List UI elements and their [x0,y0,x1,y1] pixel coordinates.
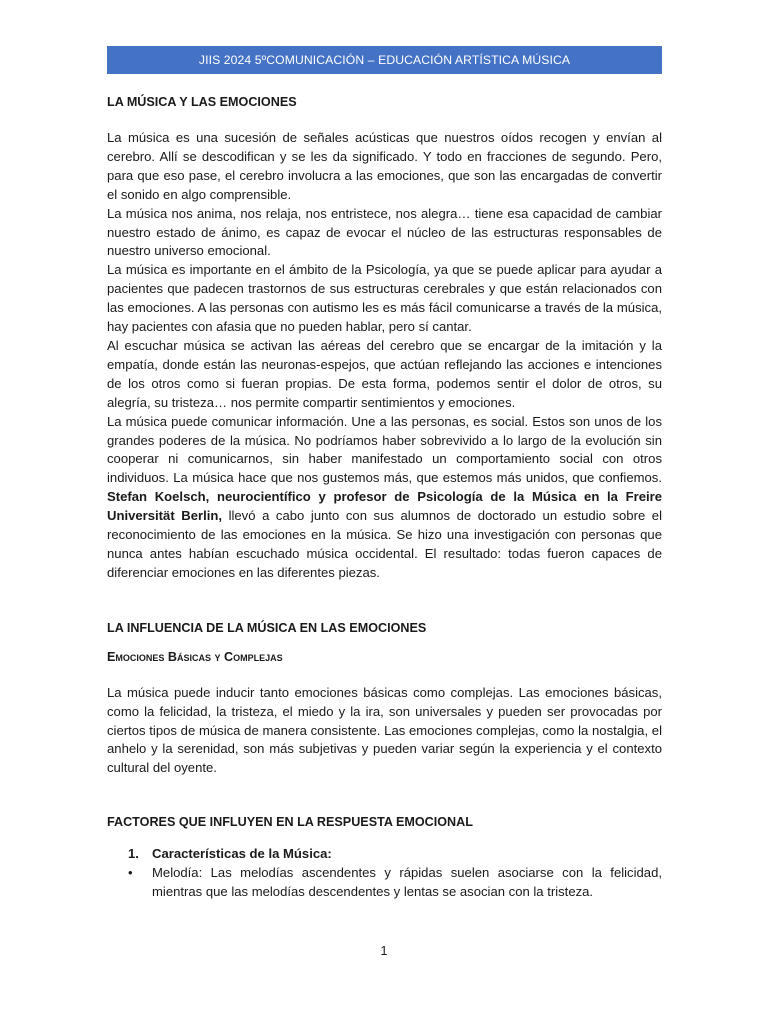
bullet-item-melodia [107,864,662,902]
factors-list [107,845,662,902]
paragraph-5-text: La música puede comunicar información. Une a las personas, es social. Estos son unos de los grandes poderes de la música. No podríamos haber sobrevivido a lo largo de la evolución sin cooperar ni comunicarnos, sin haber manifestado un comportamiento social con otros individuos. La música hace que nos gustemos más, que estemos más unidos, que confiemos. [107,413,662,486]
subtitle-emociones-basicas: Emociones Básicas y Complejas [107,649,283,664]
numbered-marker: 1. [128,846,139,862]
numbered-label: Características de la Música: [152,846,332,862]
document-page [107,46,662,902]
page-number: 1 [380,944,388,958]
section-title-factores: FACTORES QUE INFLUYEN EN LA RESPUESTA EMOCIONAL [107,815,473,830]
numbered-item [107,845,662,864]
section-title-musica-emociones: LA MÚSICA Y LAS EMOCIONES [107,95,297,109]
paragraph-1: La música es una sucesión de señales acústicas que nuestros oídos recogen y envían al cerebro. Allí se descodifican y se les da significado. Y todo en fracciones de segundo. Pero, para que eso pase, el cerebro involucra a las emociones, que son las encargadas de convertir el sonido en algo comprensible. [107,130,662,202]
paragraph-5 [107,413,662,583]
section-title-influencia: LA INFLUENCIA DE LA MÚSICA EN LAS EMOCIONES [107,620,427,635]
paragraph-3: La música es importante en el ámbito de la Psicología, ya que se puede aplicar para ayudar a pacientes que padecen trastornos de sus estructuras cerebrales y que están relacionados con las emociones. A las personas con autismo les es más fácil comunicarse a través de la música, hay pacientes con afasia que no pueden hablar, pero sí cantar. [107,262,662,335]
paragraph-2: La música nos anima, nos relaja, nos entristece, nos alegra… tiene esa capacidad de cambiar nuestro estado de ánimo, es capaz de evocar el núcleo de las estructuras responsables de nuestro universo emocional. [107,205,662,259]
header-banner: JIIS 2024 5ºCOMUNICACIÓN – EDUCACIÓN ARTÍSTICA MÚSICA [107,46,662,74]
koelsch-rest-text: llevó a cabo junto con sus alumnos de doctorado un estudio sobre el reconocimiento de las emociones en la música. Se hizo una investigación con personas que nunca antes habían escuchado música occidental. El resultado: todas fueron capaces de diferenciar emociones en las diferentes piezas. [107,508,662,580]
koelsch-bold-text: Stefan Koelsch, neurocientífico y profesor de Psicología de la Música en la Freire Universität Berlin, [107,489,662,524]
bullet-icon: • [128,865,133,881]
paragraph-emociones-basicas: La música puede inducir tanto emociones básicas como complejas. Las emociones básicas, como la felicidad, la tristeza, el miedo y la ira, son universales y pueden ser provocadas por ciertos tipos de música de manera consistente. Las emociones complejas, como la nostalgia, el anhelo y la serenidad, son más subjetivas y pueden variar según la experiencia y el contexto cultural del oyente. [107,684,662,776]
section1-body [107,129,662,583]
bullet-text: Melodía: Las melodías ascendentes y rápidas suelen asociarse con la felicidad, mientras que las melodías descendentes y lentas se asocian con la tristeza. [152,865,662,900]
paragraph-4: Al escuchar música se activan las aéreas del cerebro que se encargar de la imitación y la empatía, donde están las neuronas-espejos, que actúan reflejando las acciones e intenciones de los otros como si fueran propias. De esta forma, podemos sentir el dolor de otros, su alegría, su tristeza… nos permite compartir sentimientos y emociones. [107,337,662,410]
